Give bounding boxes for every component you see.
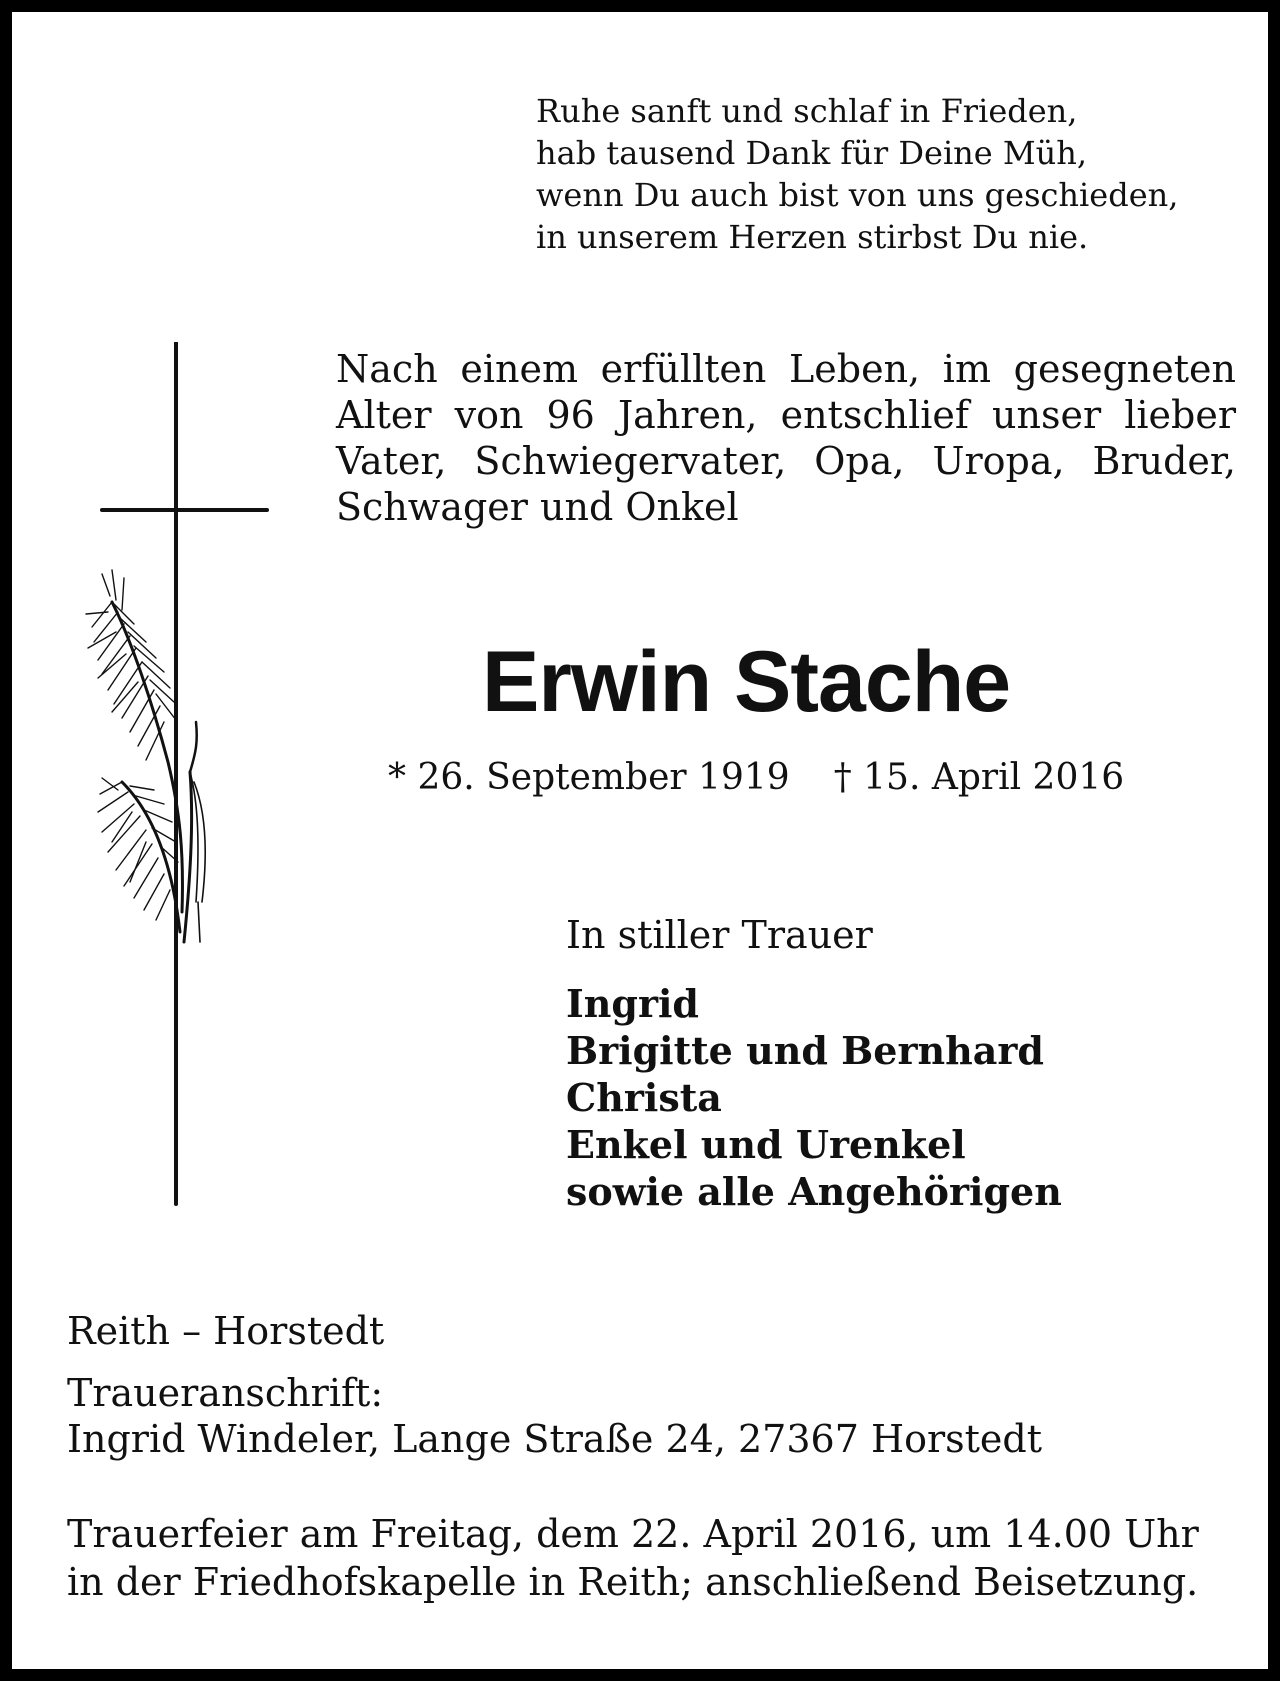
death-date: † 15. April 2016: [833, 757, 1125, 798]
funeral-line: Trauerfeier am Freitag, dem 22. April 2016, um 14.00 Uhr: [67, 1512, 1199, 1556]
deceased-name: Erwin Stache: [482, 634, 1011, 730]
address-label: Traueranschrift:: [67, 1371, 384, 1415]
mourner-name: Christa: [566, 1075, 722, 1120]
poem-line: wenn Du auch bist von uns geschieden,: [536, 176, 1179, 214]
poem-line: in unserem Herzen stirbst Du nie.: [536, 218, 1089, 256]
mourners-list: [566, 980, 1062, 1215]
intro-line: Nach einem erfüllten Leben, im gesegneten: [336, 347, 1236, 391]
poem-line: Ruhe sanft und schlaf in Frieden,: [536, 92, 1078, 130]
intro-text: [336, 346, 1236, 530]
place: Reith – Horstedt: [67, 1309, 385, 1353]
mourning-address: [67, 1370, 1042, 1462]
mourning-heading: In stiller Trauer: [566, 913, 873, 957]
cross-with-grass-icon: [72, 342, 282, 1212]
mourner-name: sowie alle Angehörigen: [566, 1169, 1062, 1214]
intro-line: Vater, Schwiegervater, Opa, Uropa, Bruder,: [336, 439, 1236, 483]
intro-line: Schwager und Onkel: [336, 485, 739, 529]
poem-line: hab tausend Dank für Deine Müh,: [536, 134, 1088, 172]
life-dates: [388, 756, 1124, 800]
funeral-info: [67, 1510, 1225, 1606]
intro-line: Alter von 96 Jahren, entschlief unser lieber: [336, 393, 1236, 437]
birth-date: * 26. September 1919: [388, 757, 790, 798]
mourner-name: Brigitte und Bernhard: [566, 1028, 1044, 1073]
funeral-line: in der Friedhofskapelle in Reith; anschließend Beisetzung.: [67, 1560, 1199, 1604]
obituary-notice: [12, 12, 1268, 1669]
poem: [536, 90, 1178, 258]
mourner-name: Ingrid: [566, 981, 699, 1026]
mourner-name: Enkel und Urenkel: [566, 1122, 966, 1167]
address-line: Ingrid Windeler, Lange Straße 24, 27367 Horstedt: [67, 1417, 1042, 1461]
